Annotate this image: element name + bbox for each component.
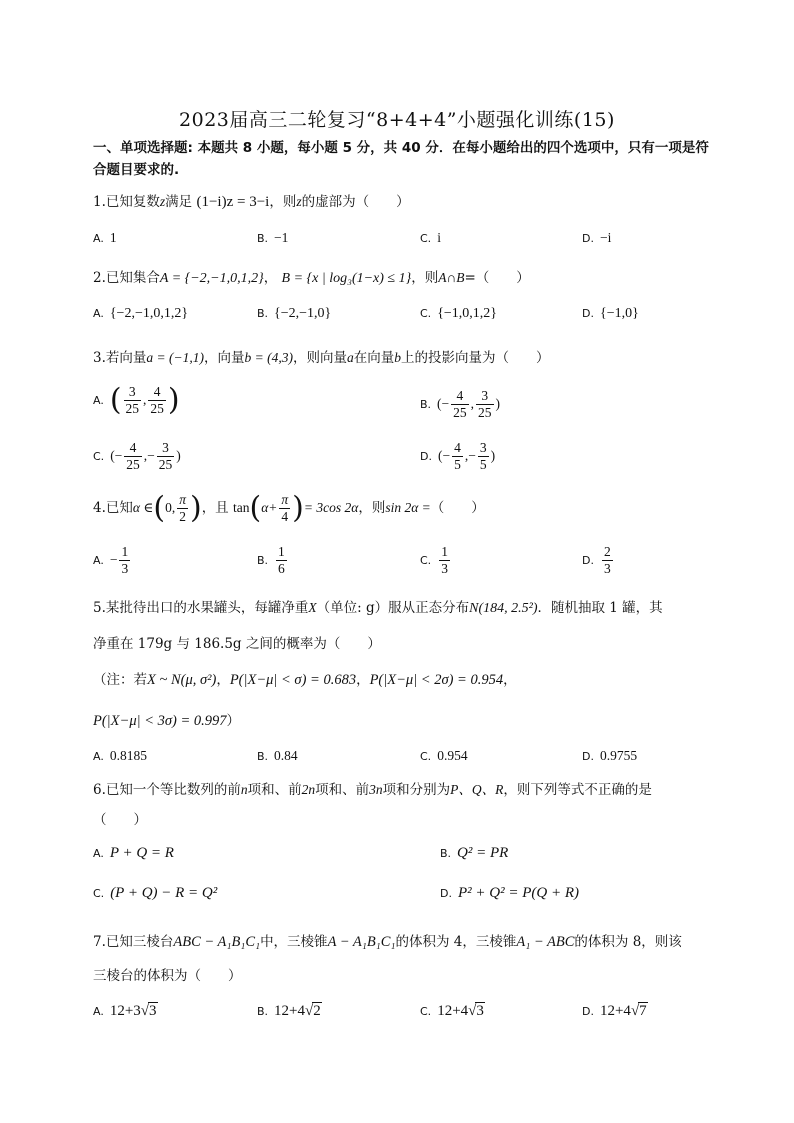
q5-option-b: B. 0.84: [257, 748, 298, 763]
q7-option-b: B. 12+4√2: [257, 1003, 321, 1019]
q6-option-a: A. P + Q = R: [93, 845, 174, 861]
q4-option-b: B. $\frac{1}{6}$: [257, 544, 285, 576]
question-5-stem-line2: 净重在 179g 与 186.5g 之间的概率为（ ）: [93, 636, 381, 652]
q3-option-a: A. ( $\frac{3}{25}$ , $\frac{4}{25}$ ): [93, 382, 180, 418]
q3-option-c: C. (− $\frac{4}{25}$ ,− $\frac{3}{25}$ ): [93, 440, 181, 472]
question-5-note-line2: P(|X−μ| < 3σ) = 0.997）: [93, 713, 241, 729]
q6-option-d: D. P² + Q² = P(Q + R): [440, 885, 579, 901]
question-5-note-line1: （注：若X ~ N(μ, σ²)，P(|X−μ| < σ) = 0.683，P(|X−μ| < 2σ) = 0.954，: [93, 672, 517, 688]
q2-option-d: D. {−1,0}: [582, 306, 639, 321]
q4-option-d: D. $\frac{2}{3}$: [582, 544, 611, 576]
q7-option-d: D. 12+4√7: [582, 1003, 647, 1019]
q1-option-d: D. −i: [582, 230, 612, 245]
q1-option-b: B. −1: [257, 230, 289, 245]
q6-option-c: C. (P + Q) − R = Q²: [93, 885, 218, 901]
page-title: 2023届高三二轮复习“8+4+4”小题强化训练(15): [179, 109, 615, 131]
q2-option-a: A. {−2,−1,0,1,2}: [93, 306, 189, 321]
q5-option-a: A. 0.8185: [93, 748, 147, 763]
question-7-stem-line1: 7.已知三棱台ABC − A₁B₁C₁中，三棱锥A − A₁B₁C₁的体积为 4，三棱锥A₁ − ABC的体积为 8，则该: [93, 934, 682, 950]
question-2-stem: 2.已知集合A = {−2,−1,0,1,2}， B = {x | log₃(1−x) ≤ 1}，则A∩B=（ ）: [93, 270, 530, 286]
q7-option-a: A. 12+3√3: [93, 1003, 157, 1019]
q4-option-c: C. $\frac{1}{3}$: [420, 544, 448, 576]
q1-option-a: A. 1: [93, 230, 117, 245]
question-6-stem-line2: （ ）: [93, 812, 147, 828]
q6-option-b: B. Q² = PR: [440, 845, 509, 861]
q7-option-c: C. 12+4√3: [420, 1003, 484, 1019]
question-4-stem: 4.已知α ∈(0, $\frac{\pi}{2}$ )，且 tan(α+ $\frac{\pi}{4}$ )= 3cos 2α，则sin 2α =（ ）: [93, 490, 485, 526]
question-7-stem-line2: 三棱台的体积为（ ）: [93, 968, 242, 984]
q5-option-d: D. 0.9755: [582, 748, 638, 763]
q2-option-c: C. {−1,0,1,2}: [420, 306, 498, 321]
question-3-stem: 3.若向量a = (−1,1)，向量b = (4,3)，则向量a在向量b上的投影向量为（ ）: [93, 350, 550, 366]
q3-option-d: D. (− $\frac{4}{5}$ ,− $\frac{3}{5}$ ): [420, 440, 496, 472]
q1-option-c: C. i: [420, 230, 441, 245]
question-6-stem-line1: 6.已知一个等比数列的前n项和、前2n项和、前3n项和分别为P、Q、R，则下列等式不正确的是: [93, 782, 652, 798]
q5-option-c: C. 0.954: [420, 748, 468, 763]
question-5-stem-line1: 5.某批待出口的水果罐头，每罐净重X（单位: g）服从正态分布N(184, 2.5²)．随机抽取 1 罐，其: [93, 600, 663, 616]
q2-option-b: B. {−2,−1,0}: [257, 306, 332, 321]
section-heading: 一、单项选择题: 本题共 8 小题，每小题 5 分，共 40 分．在每小题给出的四个选项中，只有一项是符合题目要求的.: [93, 140, 709, 178]
question-1-stem: 1.已知复数z满足 (1−i)z = 3−i，则z的虚部为（ ）: [93, 194, 410, 210]
q3-option-b: B. (− $\frac{4}{25}$ , $\frac{3}{25}$ ): [420, 388, 501, 420]
q4-option-a: A. − $\frac{1}{3}$: [93, 544, 129, 576]
